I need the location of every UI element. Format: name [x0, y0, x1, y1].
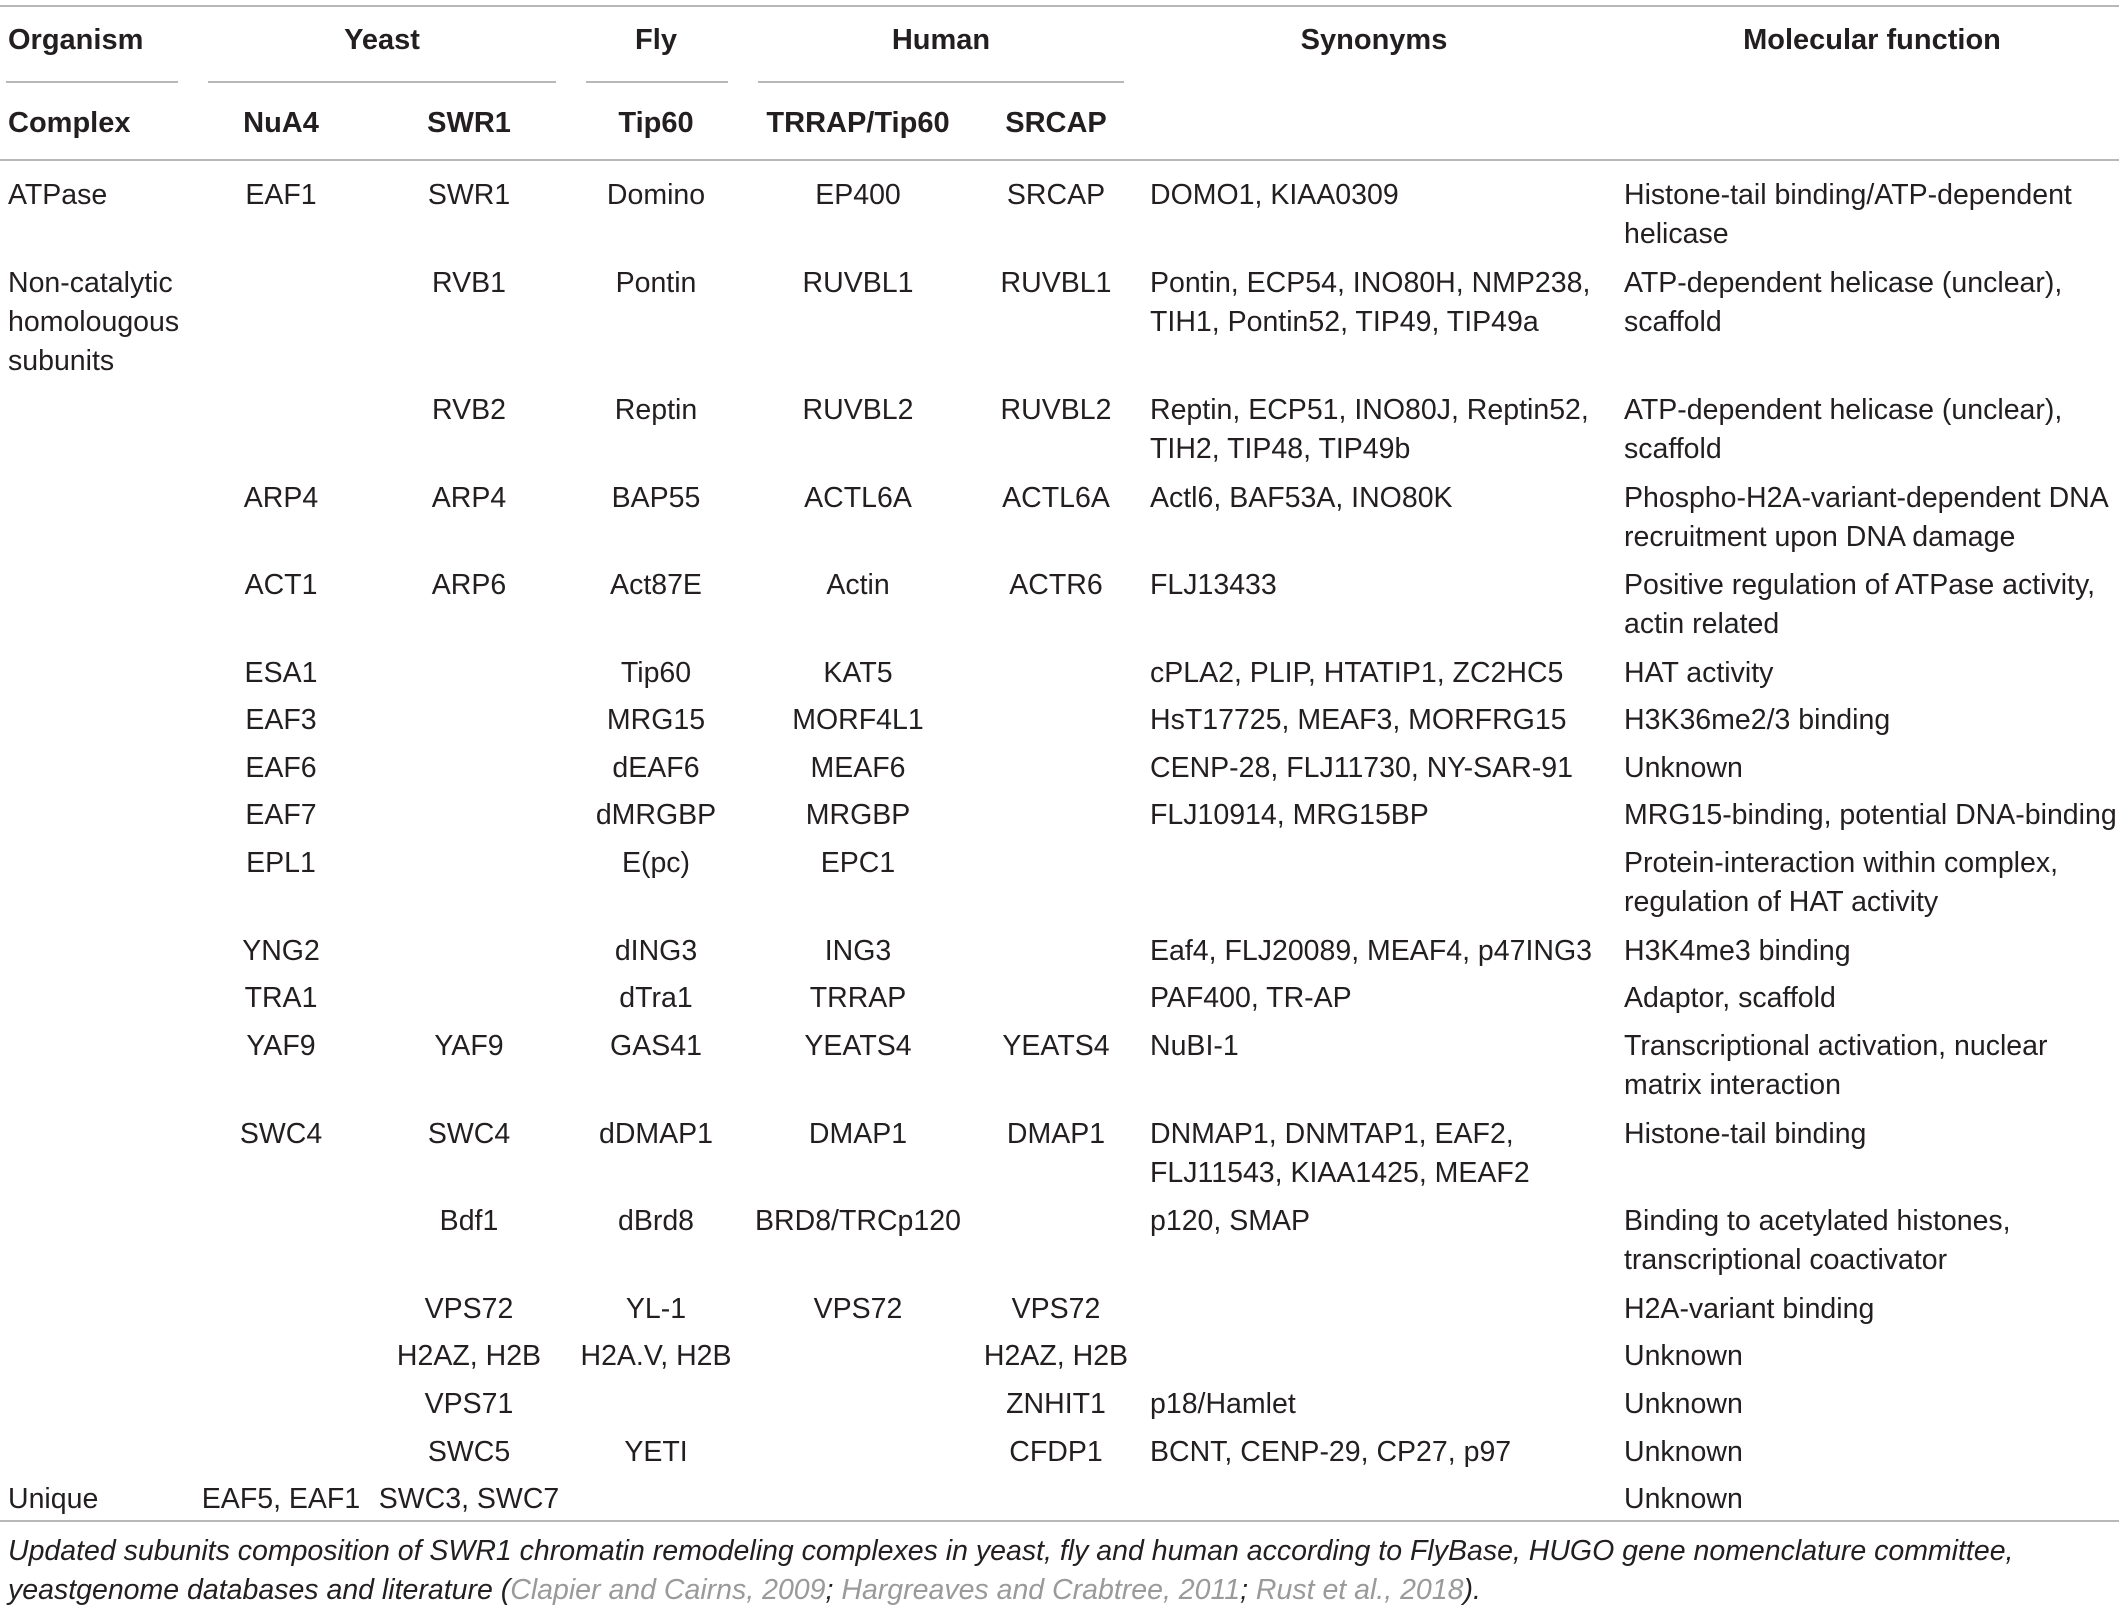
cell-tip60: Domino [606, 179, 706, 211]
organism-header: Organism [8, 24, 144, 56]
cell-function: Histone-tail binding [1624, 1118, 1867, 1150]
cell-function: Positive regulation of ATPase activity, [1624, 569, 2096, 601]
cell-function: Transcriptional activation, nuclear [1624, 1030, 2048, 1062]
cell-synonyms: p18/Hamlet [1150, 1388, 1296, 1420]
cell-trrap: Actin [826, 569, 890, 601]
cell-swr1: YAF9 [434, 1030, 504, 1062]
cell-trrap: VPS72 [813, 1293, 903, 1325]
yeast-header: Yeast [344, 24, 420, 56]
cell-srcap: H2AZ, H2B [983, 1340, 1129, 1372]
header-bottom-rule [0, 159, 2119, 161]
cell-srcap: ACTR6 [1009, 569, 1103, 601]
cell-tip60: dMRGBP [595, 799, 717, 831]
cell-synonyms: cPLA2, PLIP, HTATIP1, ZC2HC5 [1150, 657, 1564, 689]
cell-tip60: GAS41 [610, 1030, 702, 1062]
cell-swr1: ARP6 [431, 569, 507, 601]
cell-trrap: BRD8/TRCp120 [755, 1205, 961, 1237]
cell-srcap: ACTL6A [1002, 482, 1110, 514]
cell-synonyms: DNMAP1, DNMTAP1, EAF2, [1150, 1118, 1514, 1150]
srcap-header: SRCAP [1005, 107, 1107, 139]
cell-synonyms: FLJ13433 [1150, 569, 1277, 601]
organism-underline [6, 81, 178, 83]
cell-function: Unknown [1624, 1436, 1743, 1468]
cell-trrap: ACTL6A [804, 482, 912, 514]
cell-trrap: MEAF6 [810, 752, 906, 784]
cell-function: HAT activity [1624, 657, 1774, 689]
cell-function: H3K4me3 binding [1624, 935, 1851, 967]
cell-swr1: Bdf1 [439, 1205, 499, 1237]
cell-function: recruitment upon DNA damage [1624, 521, 2016, 553]
nua4-header: NuA4 [243, 107, 319, 139]
cell-function: Unknown [1624, 1340, 1743, 1372]
cell-nua4: ARP4 [243, 482, 319, 514]
cell-swr1: VPS72 [424, 1293, 514, 1325]
cell-trrap: EP400 [815, 179, 901, 211]
function-header: Molecular function [1743, 24, 2001, 56]
caption-sep-2: ; [1240, 1574, 1256, 1606]
cell-nua4: EPL1 [246, 847, 316, 879]
cell-tip60: YL-1 [625, 1293, 687, 1325]
cell-srcap: VPS72 [1011, 1293, 1101, 1325]
row-group-label: subunits [8, 345, 115, 377]
cell-srcap: YEATS4 [1002, 1030, 1110, 1062]
cell-tip60: dING3 [614, 935, 698, 967]
caption-sep-1: ; [825, 1574, 842, 1606]
cell-nua4: ESA1 [244, 657, 318, 689]
cell-tip60: Pontin [615, 267, 697, 299]
row-group-label: Unique [8, 1483, 99, 1515]
cell-swr1: H2AZ, H2B [396, 1340, 542, 1372]
cell-synonyms: FLJ11543, KIAA1425, MEAF2 [1150, 1157, 1530, 1189]
cell-trrap: TRRAP [809, 982, 907, 1014]
cell-function: transcriptional coactivator [1624, 1244, 1948, 1276]
swr1-header: SWR1 [427, 107, 511, 139]
cell-function: scaffold [1624, 433, 1722, 465]
cell-function: helicase [1624, 218, 1729, 250]
cell-swr1: RVB1 [432, 267, 506, 299]
caption-ref-1[interactable]: Clapier and Cairns, 2009 [510, 1574, 826, 1606]
cell-synonyms: Pontin, ECP54, INO80H, NMP238, [1150, 267, 1591, 299]
cell-function: ATP-dependent helicase (unclear), [1624, 267, 2063, 299]
cell-function: scaffold [1624, 306, 1722, 338]
row-group-label: Non-catalytic [8, 267, 173, 299]
cell-swr1: SWR1 [427, 179, 511, 211]
cell-tip60: MRG15 [606, 704, 706, 736]
cell-srcap: ZNHIT1 [1006, 1388, 1106, 1420]
cell-synonyms: HsT17725, MEAF3, MORFRG15 [1150, 704, 1567, 736]
cell-tip60: E(pc) [621, 847, 691, 879]
cell-trrap: ING3 [824, 935, 892, 967]
cell-synonyms: Eaf4, FLJ20089, MEAF4, p47ING3 [1150, 935, 1592, 967]
cell-function: Unknown [1624, 1483, 1743, 1515]
cell-nua4: EAF6 [245, 752, 317, 784]
cell-tip60: Reptin [614, 394, 698, 426]
cell-synonyms: TIH2, TIP48, TIP49b [1150, 433, 1411, 465]
cell-swr1: ARP4 [431, 482, 507, 514]
cell-trrap: YEATS4 [804, 1030, 912, 1062]
cell-synonyms: Reptin, ECP51, INO80J, Reptin52, [1150, 394, 1589, 426]
cell-trrap: RUVBL1 [802, 267, 914, 299]
cell-tip60: Act87E [610, 569, 702, 601]
tip60-header: Tip60 [618, 107, 694, 139]
cell-function: H2A-variant binding [1624, 1293, 1875, 1325]
cell-nua4: EAF7 [245, 799, 317, 831]
cell-srcap: DMAP1 [1006, 1118, 1106, 1150]
human-underline [758, 81, 1124, 83]
cell-nua4: EAF1 [245, 179, 317, 211]
cell-tip60: Tip60 [620, 657, 692, 689]
cell-swr1: SWC4 [427, 1118, 511, 1150]
caption-text-1: Updated subunits composition of SWR1 chromatin remodeling complexes in yeast, fly and human according to FlyBase, HUGO gene nomenclature committee, yeastgenome databases and literature ( [8, 1535, 2014, 1606]
cell-function: actin related [1624, 608, 1780, 640]
cell-synonyms: p120, SMAP [1150, 1205, 1311, 1237]
complex-header: Complex [8, 107, 131, 139]
synonyms-header: Synonyms [1300, 24, 1448, 56]
cell-nua4: ACT1 [244, 569, 318, 601]
caption-ref-3[interactable]: Rust et al., 2018 [1255, 1574, 1464, 1606]
caption-text-2: ). [1463, 1574, 1481, 1606]
cell-tip60: dBrd8 [617, 1205, 695, 1237]
cell-trrap: DMAP1 [808, 1118, 908, 1150]
trrap-header: TRRAP/Tip60 [766, 107, 950, 139]
cell-nua4: EAF3 [245, 704, 317, 736]
cell-synonyms: NuBI-1 [1150, 1030, 1239, 1062]
cell-function: Unknown [1624, 1388, 1743, 1420]
table-caption [8, 1532, 2113, 1610]
row-group-label: homolougous [8, 306, 180, 338]
cell-nua4: YNG2 [242, 935, 320, 967]
cell-function: Protein-interaction within complex, [1624, 847, 2059, 879]
cell-tip60: BAP55 [611, 482, 701, 514]
cell-swr1: SWC5 [427, 1436, 511, 1468]
cell-srcap: RUVBL2 [1000, 394, 1112, 426]
cell-function: Adaptor, scaffold [1624, 982, 1836, 1014]
cell-srcap: CFDP1 [1009, 1436, 1103, 1468]
cell-swr1: VPS71 [424, 1388, 514, 1420]
cell-srcap: SRCAP [1006, 179, 1106, 211]
cell-swr1: SWC3, SWC7 [378, 1483, 560, 1515]
cell-tip60: dTra1 [619, 982, 693, 1014]
cell-trrap: EPC1 [820, 847, 896, 879]
fly-header: Fly [635, 24, 677, 56]
cell-nua4: YAF9 [246, 1030, 316, 1062]
cell-function: Unknown [1624, 752, 1743, 784]
cell-tip60: YETI [624, 1436, 688, 1468]
cell-nua4: EAF5, EAF1 [201, 1483, 361, 1515]
cell-trrap: KAT5 [823, 657, 893, 689]
table-bottom-rule [0, 1520, 2119, 1522]
cell-nua4: TRA1 [244, 982, 318, 1014]
cell-trrap: MRGBP [805, 799, 911, 831]
table-top-rule [0, 5, 2119, 7]
cell-srcap: RUVBL1 [1000, 267, 1112, 299]
cell-synonyms: Actl6, BAF53A, INO80K [1150, 482, 1453, 514]
cell-function: Phospho-H2A-variant-dependent DNA [1624, 482, 2109, 514]
human-header: Human [891, 24, 991, 56]
cell-function: Histone-tail binding/ATP-dependent [1624, 179, 2072, 211]
cell-function: H3K36me2/3 binding [1624, 704, 1891, 736]
cell-trrap: RUVBL2 [802, 394, 914, 426]
cell-tip60: dEAF6 [612, 752, 700, 784]
cell-function: Binding to acetylated histones, [1624, 1205, 2011, 1237]
cell-tip60: H2A.V, H2B [580, 1340, 732, 1372]
yeast-underline [208, 81, 556, 83]
cell-synonyms: TIH1, Pontin52, TIP49, TIP49a [1150, 306, 1539, 338]
fly-underline [586, 81, 728, 83]
cell-function: matrix interaction [1624, 1069, 1841, 1101]
caption-ref-2[interactable]: Hargreaves and Crabtree, 2011 [841, 1574, 1241, 1606]
cell-synonyms: PAF400, TR-AP [1150, 982, 1352, 1014]
cell-synonyms: BCNT, CENP-29, CP27, p97 [1150, 1436, 1512, 1468]
cell-tip60: dDMAP1 [598, 1118, 714, 1150]
cell-function: MRG15-binding, potential DNA-binding [1624, 799, 2117, 831]
cell-trrap: MORF4L1 [792, 704, 924, 736]
cell-nua4: SWC4 [239, 1118, 323, 1150]
cell-synonyms: DOMO1, KIAA0309 [1150, 179, 1399, 211]
cell-synonyms: CENP-28, FLJ11730, NY-SAR-91 [1150, 752, 1573, 784]
cell-swr1: RVB2 [432, 394, 506, 426]
cell-function: ATP-dependent helicase (unclear), [1624, 394, 2063, 426]
cell-synonyms: FLJ10914, MRG15BP [1150, 799, 1429, 831]
row-group-label: ATPase [8, 179, 108, 211]
cell-function: regulation of HAT activity [1624, 886, 1939, 918]
